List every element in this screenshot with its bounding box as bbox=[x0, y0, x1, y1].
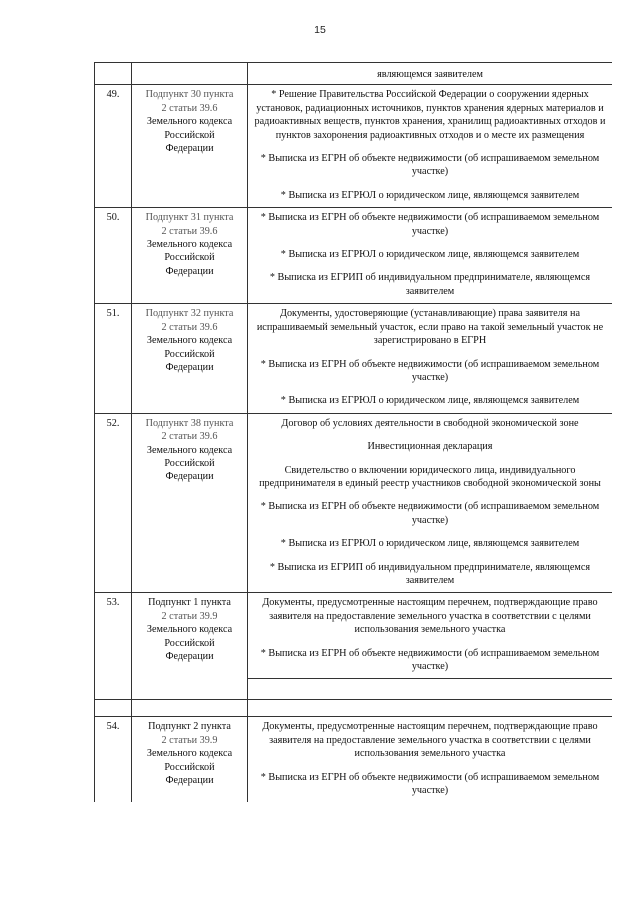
document-item: * Выписка из ЕГРН об объекте недвижимости (об испрашиваемом земельном участке) bbox=[260, 771, 600, 797]
empty-documents-cell bbox=[248, 679, 613, 700]
table-row bbox=[95, 85, 613, 208]
legal-line: Российской bbox=[164, 129, 215, 141]
legal-line: 2 статьи 39.9 bbox=[161, 734, 218, 746]
legal-line: Подпункт 2 пункта bbox=[148, 721, 231, 733]
documents-list bbox=[248, 593, 613, 679]
gap-cell bbox=[248, 700, 613, 717]
documents-list bbox=[248, 85, 613, 208]
document-item: Документы, предусмотренные настоящим перечнем, подтверждающие право заявителя на предоставление земельного участка в соответствии с целями использования земельного участка bbox=[262, 597, 598, 636]
gap-cell bbox=[132, 700, 248, 717]
row-number: 49. bbox=[95, 85, 132, 208]
table-row bbox=[95, 413, 613, 593]
legal-basis bbox=[132, 717, 248, 803]
legal-line: Земельного кодекса bbox=[146, 116, 233, 128]
row-number: 53. bbox=[95, 593, 132, 700]
legal-line: Российской bbox=[164, 348, 215, 360]
row-number: 51. bbox=[95, 304, 132, 413]
row-number: 50. bbox=[95, 208, 132, 304]
document-item: * Выписка из ЕГРН об объекте недвижимости (об испрашиваемом земельном участке) bbox=[260, 647, 600, 672]
legal-line: Российской bbox=[164, 637, 215, 649]
document-item: * Выписка из ЕГРН об объекте недвижимости (об испрашиваемом земельном участке) bbox=[260, 153, 600, 178]
document-item: * Выписка из ЕГРН об объекте недвижимости (об испрашиваемом земельном участке) bbox=[260, 212, 600, 237]
legal-basis bbox=[132, 208, 248, 304]
legal-line: Федерации bbox=[165, 143, 214, 155]
document-item: Документы, предусмотренные настоящим перечнем, подтверждающие право заявителя на предоставление земельного участка в соответствии с целями использования земельного участка bbox=[262, 721, 598, 760]
document-item: * Решение Правительства Российской Федерации о сооружении ядерных установок, радиационных источников, пунктов хранения ядерных материалов и радиоактивных веществ, пунктов хранения, хранилищ радиоактивных отходов и пунктов захоронения радиоактивных отходов и о месте их размещения bbox=[254, 89, 606, 141]
document-item: * Выписка из ЕГРЮЛ о юридическом лице, являющемся заявителем bbox=[280, 189, 580, 201]
table-row-continued bbox=[95, 63, 613, 85]
table-row bbox=[95, 208, 613, 304]
legal-line: Российской bbox=[164, 457, 215, 469]
legal-line: Российской bbox=[164, 761, 215, 773]
legal-line: Земельного кодекса bbox=[146, 335, 233, 347]
document-item: Документы, удостоверяющие (устанавливающие) права заявителя на испрашиваемый земельный участок, если право на такой земельный участок не зарегистрировано в ЕГРН bbox=[256, 308, 604, 347]
table-row bbox=[95, 304, 613, 413]
document-item: * Выписка из ЕГРН об объекте недвижимости (об испрашиваемом земельном участке) bbox=[260, 358, 600, 383]
legal-line: Российской bbox=[164, 252, 215, 264]
legal-line: Подпункт 38 пункта bbox=[145, 417, 234, 429]
legal-basis bbox=[132, 304, 248, 413]
legal-line: Подпункт 31 пункта bbox=[145, 212, 234, 224]
documents-list bbox=[248, 413, 613, 593]
legal-line: Федерации bbox=[165, 265, 214, 277]
legal-line: 2 статьи 39.6 bbox=[161, 321, 218, 333]
documents-table bbox=[94, 62, 612, 802]
gap-cell bbox=[95, 700, 132, 717]
legal-line: Подпункт 1 пункта bbox=[148, 597, 231, 609]
documents-cell bbox=[248, 63, 613, 85]
document-item: Инвестиционная декларация bbox=[367, 441, 493, 453]
legal-line: Федерации bbox=[165, 651, 214, 662]
legal-line: Земельного кодекса bbox=[146, 444, 233, 456]
legal-line: Федерации bbox=[165, 775, 214, 787]
page-number: 15 bbox=[314, 24, 326, 36]
legal-line: Подпункт 32 пункта bbox=[145, 308, 234, 320]
legal-basis bbox=[132, 593, 248, 700]
legal-line: Подпункт 30 пункта bbox=[145, 89, 234, 101]
legal-line: Земельного кодекса bbox=[146, 239, 233, 251]
legal-line: Федерации bbox=[165, 471, 214, 483]
legal-line: 2 статьи 39.6 bbox=[161, 431, 218, 443]
document-item: Свидетельство о включении юридического лица, индивидуального предпринимателя в единый реестр участников свободной экономической зоны bbox=[259, 464, 601, 489]
document-item: * Выписка из ЕГРИП об индивидуальном предпринимателе, являющемся заявителем bbox=[269, 561, 591, 586]
document-item: * Выписка из ЕГРЮЛ о юридическом лице, являющемся заявителем bbox=[280, 538, 580, 550]
legal-basis bbox=[132, 413, 248, 593]
continued-text: являющемся заявителем bbox=[377, 69, 483, 80]
legal-line: 2 статьи 39.6 bbox=[161, 102, 218, 114]
row-number: 54. bbox=[95, 717, 132, 803]
legal-basis bbox=[132, 85, 248, 208]
table-row-gap bbox=[95, 700, 613, 717]
document-item: Договор об условиях деятельности в свободной экономической зоне bbox=[281, 417, 579, 429]
documents-list bbox=[248, 717, 613, 803]
table-row bbox=[95, 717, 613, 803]
row-number: 52. bbox=[95, 413, 132, 593]
legal-line: 2 статьи 39.6 bbox=[161, 225, 218, 237]
documents-list bbox=[248, 304, 613, 413]
table-row bbox=[95, 593, 613, 679]
document-item: * Выписка из ЕГРН об объекте недвижимости (об испрашиваемом земельном участке) bbox=[260, 501, 600, 526]
legal-basis-cell bbox=[132, 63, 248, 85]
document-item: * Выписка из ЕГРИП об индивидуальном предпринимателе, являющемся заявителем bbox=[269, 272, 591, 297]
row-number-cell bbox=[95, 63, 132, 85]
documents-list bbox=[248, 208, 613, 304]
legal-line: 2 статьи 39.9 bbox=[161, 610, 218, 622]
document-item: * Выписка из ЕГРЮЛ о юридическом лице, являющемся заявителем bbox=[280, 249, 580, 261]
legal-line: Федерации bbox=[165, 361, 214, 373]
document-item: * Выписка из ЕГРЮЛ о юридическом лице, являющемся заявителем bbox=[280, 395, 580, 407]
legal-line: Земельного кодекса bbox=[146, 748, 233, 760]
legal-line: Земельного кодекса bbox=[146, 624, 233, 636]
